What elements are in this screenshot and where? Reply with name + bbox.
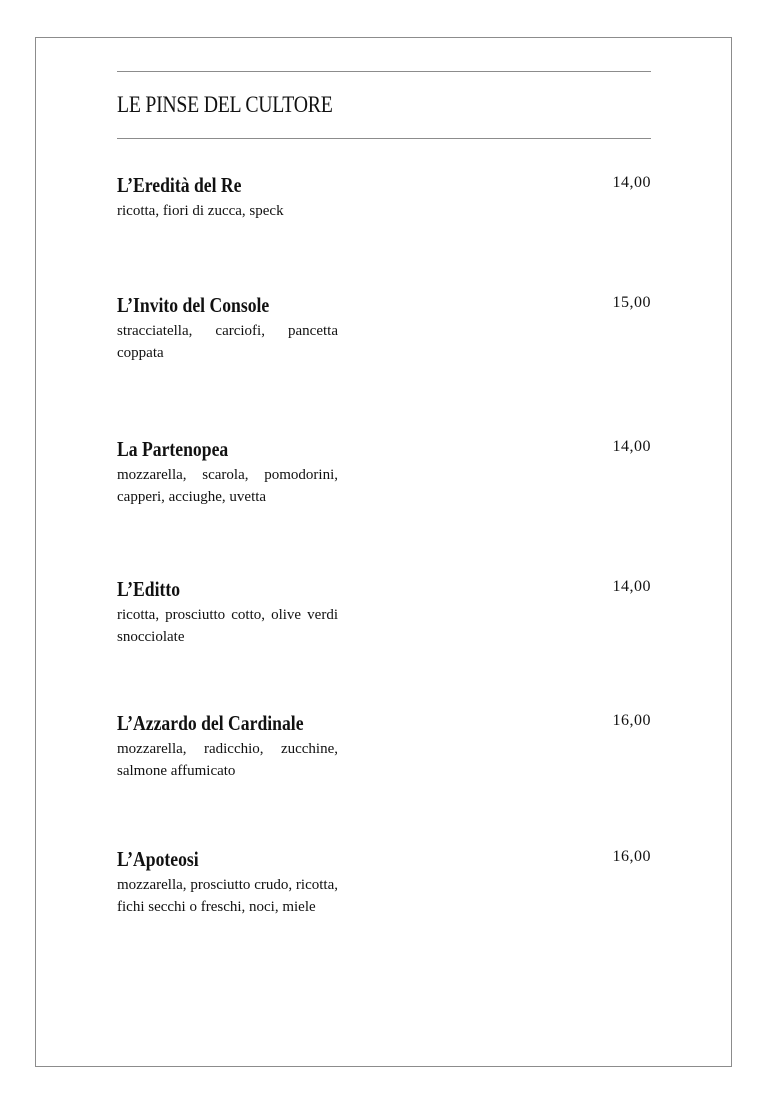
item-name: L’Azzardo del Cardinale	[117, 711, 304, 735]
item-name: L’Invito del Console	[117, 293, 270, 317]
item-name: L’Eredità del Re	[117, 173, 242, 197]
section-title: LE PINSE DEL CULTORE	[117, 92, 333, 117]
item-price: 14,00	[612, 578, 651, 595]
item-description: ricotta, fiori di zucca, speck	[117, 203, 284, 219]
menu-item	[117, 173, 651, 222]
menu-item	[117, 437, 651, 508]
item-price: 14,00	[612, 174, 651, 191]
item-price: 14,00	[612, 438, 651, 455]
item-description: mozzarella, radicchio, zucchine, salmone affumicato	[117, 741, 338, 779]
title-divider	[117, 138, 651, 139]
top-divider	[117, 71, 651, 72]
item-description: stracciatella, carciofi, pancetta coppata	[117, 323, 338, 361]
item-description: ricotta, prosciutto cotto, olive verdi snocciolate	[117, 607, 338, 645]
item-name: L’Apoteosi	[117, 847, 199, 871]
item-price: 16,00	[612, 712, 651, 729]
item-description: mozzarella, prosciutto crudo, ricotta, fichi secchi o freschi, noci, miele	[117, 877, 338, 915]
item-name: La Partenopea	[117, 437, 229, 461]
item-price: 15,00	[612, 294, 651, 311]
item-description: mozzarella, scarola, pomodorini, capperi, acciughe, uvetta	[117, 467, 338, 505]
menu-item	[117, 293, 651, 364]
menu-item	[117, 711, 651, 782]
menu-item	[117, 577, 651, 648]
menu-item	[117, 847, 651, 918]
item-price: 16,00	[612, 848, 651, 865]
item-name: L’Editto	[117, 577, 181, 601]
